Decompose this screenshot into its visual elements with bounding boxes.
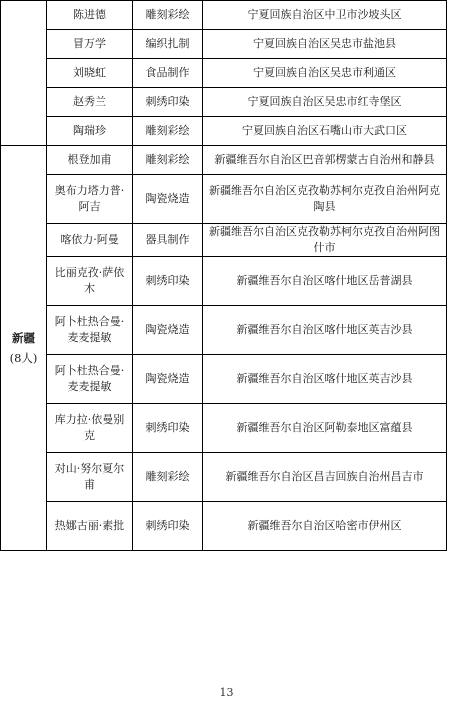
person-name: 阿卜杜热合曼·麦麦提敏 [47, 355, 133, 404]
table-row [1, 257, 447, 306]
person-name: 对山·努尔夏尔甫 [47, 453, 133, 502]
craft-category: 刺绣印染 [133, 404, 203, 453]
table-row [1, 117, 447, 146]
location: 宁夏回族自治区吴忠市红寺堡区 [203, 88, 447, 117]
location: 新疆维吾尔自治区喀什地区岳普湖县 [203, 257, 447, 306]
table-row [1, 88, 447, 117]
location: 新疆维吾尔自治区阿勒泰地区富蕴县 [203, 404, 447, 453]
table-row [1, 355, 447, 404]
region-count: (8人) [9, 351, 38, 365]
craft-category: 刺绣印染 [133, 257, 203, 306]
person-name: 赵秀兰 [47, 88, 133, 117]
person-name: 刘晓虹 [47, 59, 133, 88]
location: 宁夏回族自治区吴忠市利通区 [203, 59, 447, 88]
region-name: 新疆 [12, 331, 35, 345]
location: 新疆维吾尔自治区喀什地区英吉沙县 [203, 306, 447, 355]
person-name: 陈进德 [47, 1, 133, 30]
person-name: 库力拉·依曼别克 [47, 404, 133, 453]
craft-category: 雕刻彩绘 [133, 117, 203, 146]
table-row [1, 175, 447, 224]
table-row [1, 224, 447, 257]
person-name: 陶瑞珍 [47, 117, 133, 146]
location: 宁夏回族自治区石嘴山市大武口区 [203, 117, 447, 146]
person-name: 比丽克孜·萨依木 [47, 257, 133, 306]
table-row [1, 306, 447, 355]
table-row [1, 453, 447, 502]
location: 宁夏回族自治区吴忠市盐池县 [203, 30, 447, 59]
craft-category: 刺绣印染 [133, 502, 203, 551]
person-name: 奥布力塔力普·阿吉 [47, 175, 133, 224]
craft-category: 器具制作 [133, 224, 203, 257]
craft-category: 雕刻彩绘 [133, 146, 203, 175]
craft-category: 雕刻彩绘 [133, 453, 203, 502]
table-row [1, 146, 447, 175]
table-row [1, 30, 447, 59]
region-cell-xinjiang [1, 146, 47, 551]
person-name: 热娜古丽·素批 [47, 502, 133, 551]
craft-category: 陶瓷烧造 [133, 306, 203, 355]
craft-category: 刺绣印染 [133, 88, 203, 117]
craft-category: 陶瓷烧造 [133, 175, 203, 224]
location: 新疆维吾尔自治区克孜勒苏柯尔克孜自治州阿图什市 [203, 224, 447, 257]
roster-body [1, 1, 447, 551]
location: 新疆维吾尔自治区哈密市伊州区 [203, 502, 447, 551]
craft-category: 食品制作 [133, 59, 203, 88]
location: 宁夏回族自治区中卫市沙坡头区 [203, 1, 447, 30]
craft-category: 陶瓷烧造 [133, 355, 203, 404]
person-name: 阿卜杜热合曼·麦麦提敏 [47, 306, 133, 355]
craft-category: 雕刻彩绘 [133, 1, 203, 30]
table-row [1, 1, 447, 30]
location: 新疆维吾尔自治区克孜勒苏柯尔克孜自治州阿克陶县 [203, 175, 447, 224]
table-row [1, 59, 447, 88]
location: 新疆维吾尔自治区昌吉回族自治州昌吉市 [203, 453, 447, 502]
page-number: 13 [219, 686, 234, 699]
location: 新疆维吾尔自治区喀什地区英吉沙县 [203, 355, 447, 404]
table-row [1, 502, 447, 551]
person-name: 根登加甫 [47, 146, 133, 175]
location: 新疆维吾尔自治区巴音郭楞蒙古自治州和静县 [203, 146, 447, 175]
person-name: 喀依力·阿曼 [47, 224, 133, 257]
craft-category: 编织扎制 [133, 30, 203, 59]
person-name: 冒万学 [47, 30, 133, 59]
region-cell-ningxia [1, 1, 47, 146]
table-row [1, 404, 447, 453]
